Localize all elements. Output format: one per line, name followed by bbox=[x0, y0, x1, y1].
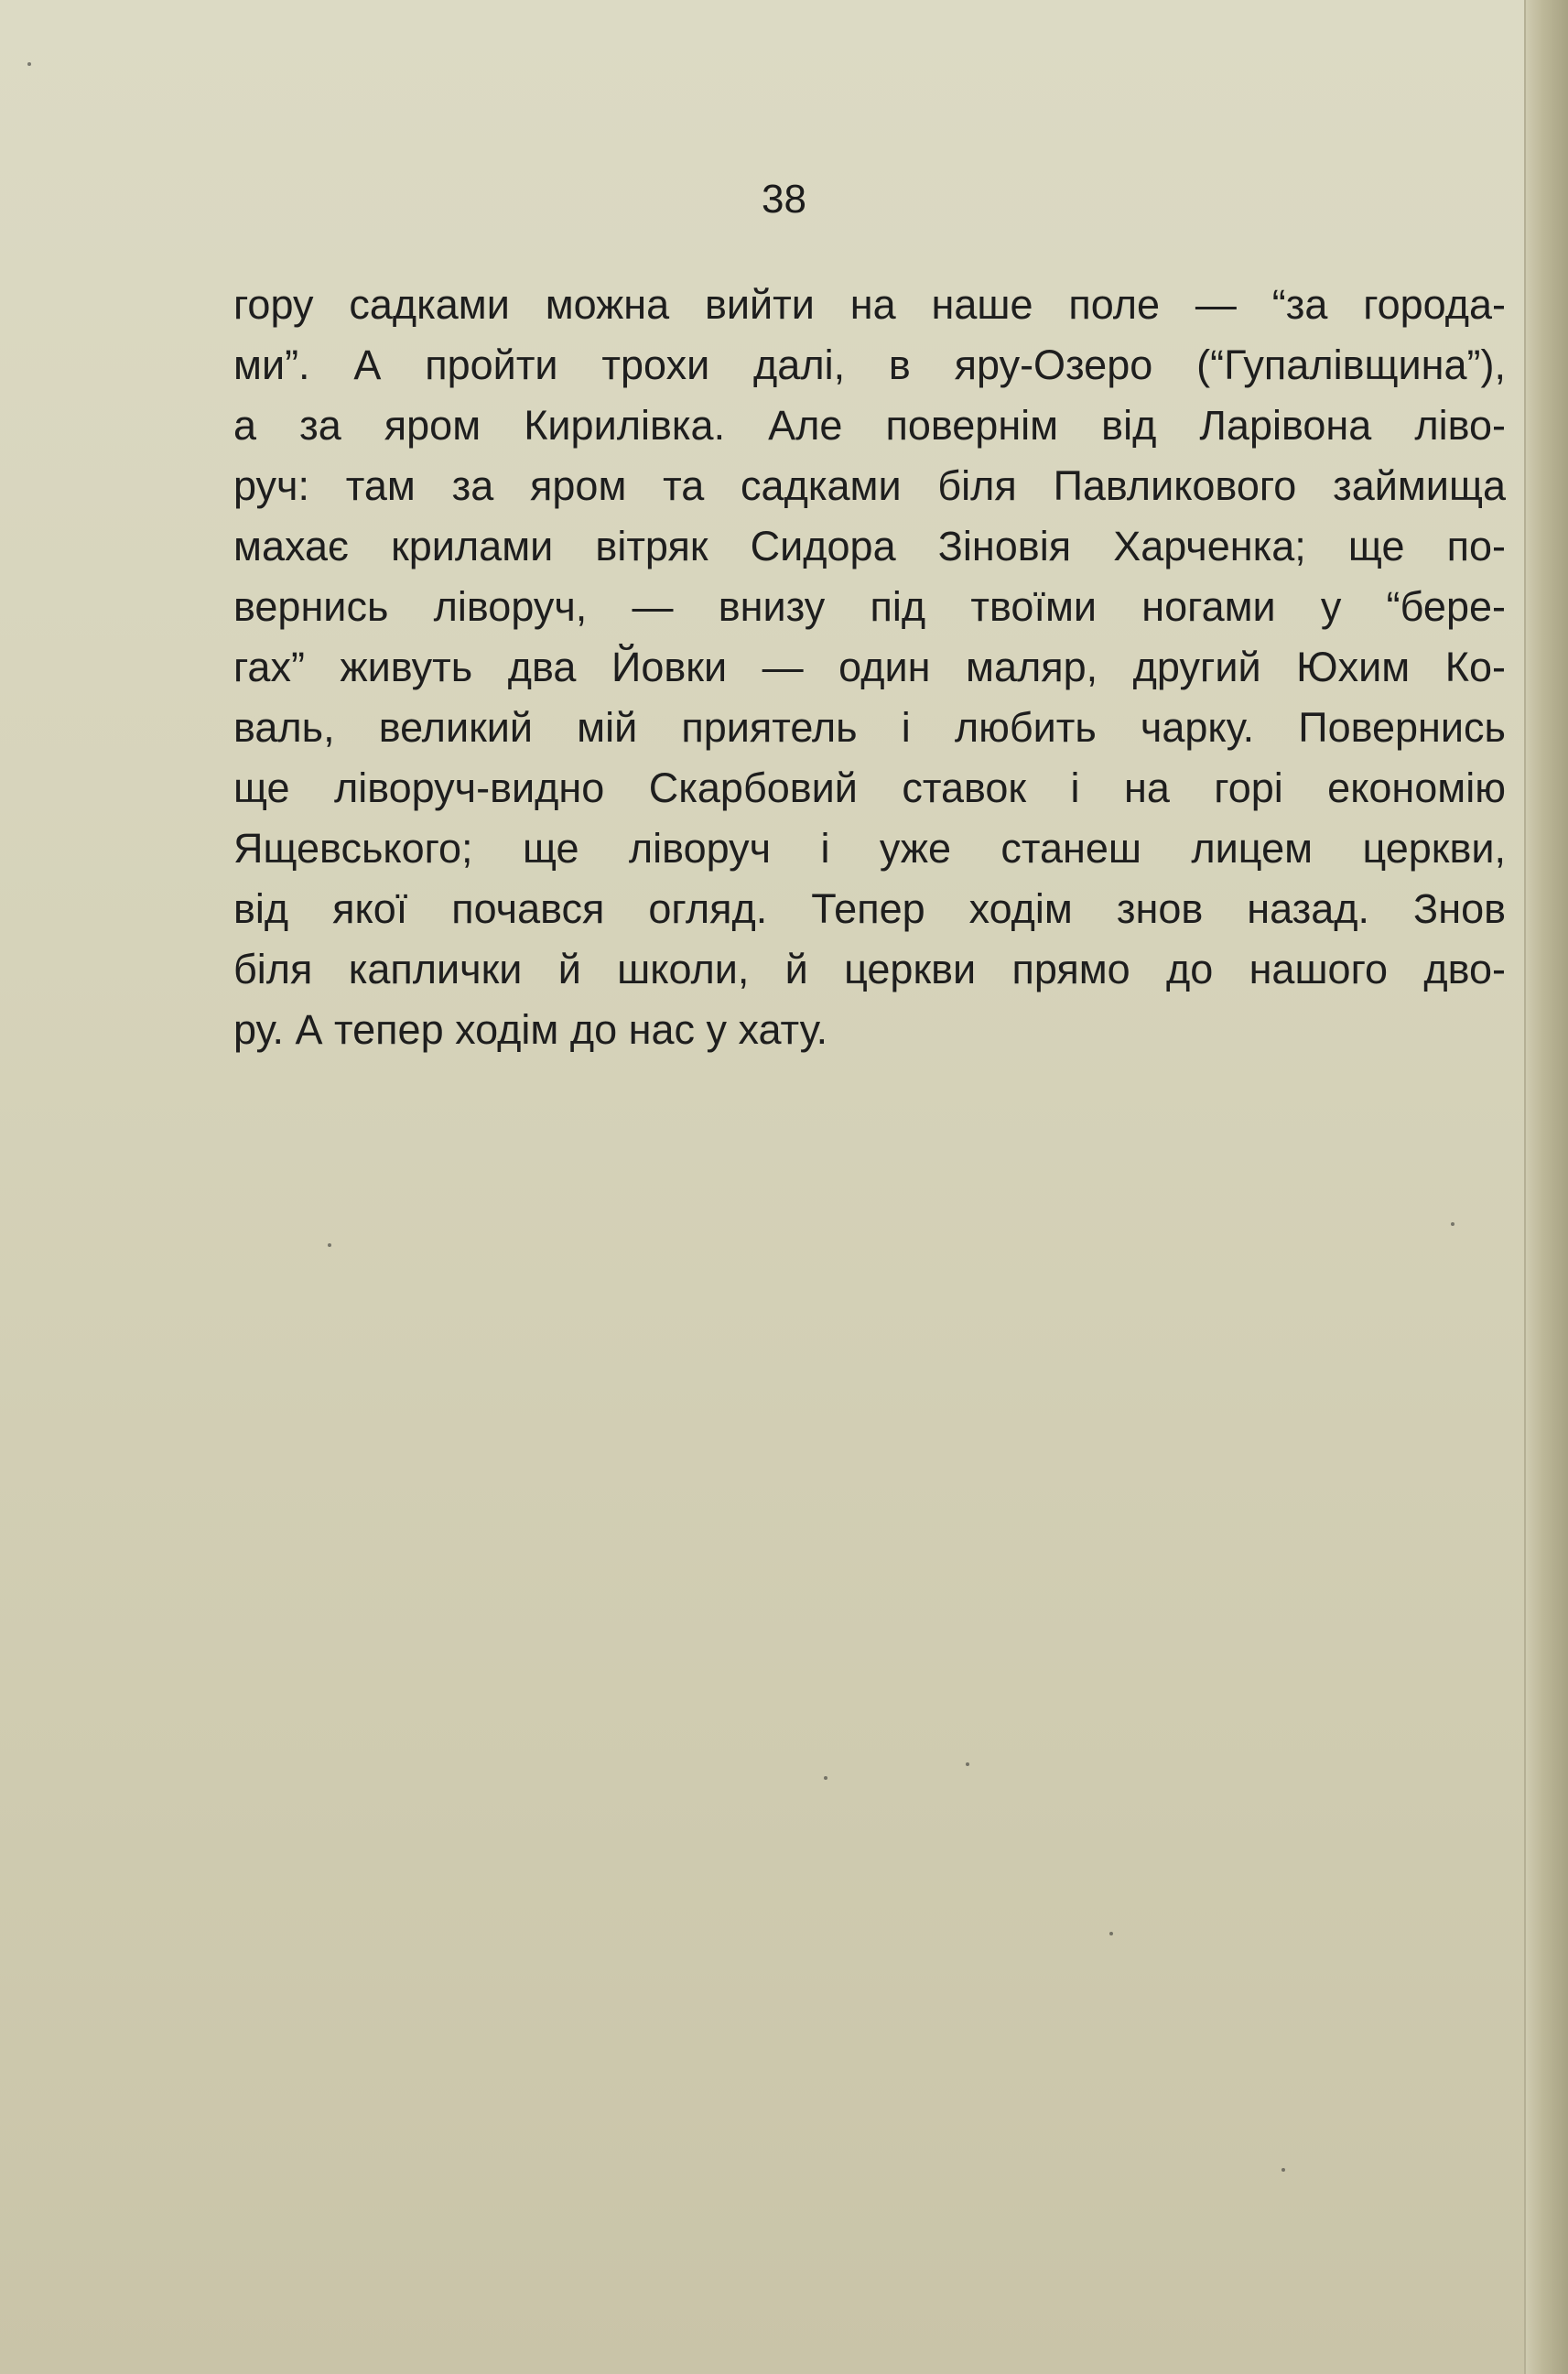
text-line: гах” живуть два Йовки — один маляр, другий Юхим Ко- bbox=[233, 644, 1506, 690]
paper-speck bbox=[27, 62, 31, 66]
text-line: ще ліворуч-видно Скарбовий ставок і на горі економію bbox=[233, 764, 1506, 811]
text-line: вернись ліворуч, — внизу під твоїми ногами у “бере- bbox=[233, 583, 1506, 630]
text-line: ру. А тепер ходім до нас у хату. bbox=[233, 1006, 828, 1053]
paper-speck bbox=[1109, 1932, 1113, 1935]
text-line: а за яром Кирилівка. Але повернім від Ларівона ліво- bbox=[233, 402, 1506, 449]
text-line: Ящевського; ще ліворуч і уже станеш лицем церкви, bbox=[233, 825, 1506, 872]
paper-speck bbox=[824, 1776, 827, 1780]
paper-speck bbox=[1281, 2168, 1285, 2172]
text-line: махає крилами вітряк Сидора Зіновія Харченка; ще по- bbox=[233, 523, 1506, 569]
page-number: 38 bbox=[762, 177, 806, 222]
paper-speck bbox=[1451, 1222, 1454, 1226]
text-line: гору садками можна вийти на наше поле — “за города- bbox=[233, 281, 1506, 328]
text-line: валь, великий мій приятель і любить чарку. Повернись bbox=[233, 704, 1506, 751]
paper-speck bbox=[966, 1762, 969, 1766]
text-line: від якої почався огляд. Тепер ходім знов назад. Знов bbox=[233, 885, 1506, 932]
text-line: біля каплички й школи, й церкви прямо до нашого дво- bbox=[233, 946, 1506, 992]
text-line: руч: там за яром та садками біля Павликового займища bbox=[233, 462, 1506, 509]
text-line: ми”. А пройти трохи далі, в яру-Озеро (“Гупалівщина”), bbox=[233, 341, 1506, 388]
body-text bbox=[233, 275, 1506, 1060]
paper-speck bbox=[328, 1243, 331, 1247]
page-edge bbox=[1524, 0, 1568, 2374]
